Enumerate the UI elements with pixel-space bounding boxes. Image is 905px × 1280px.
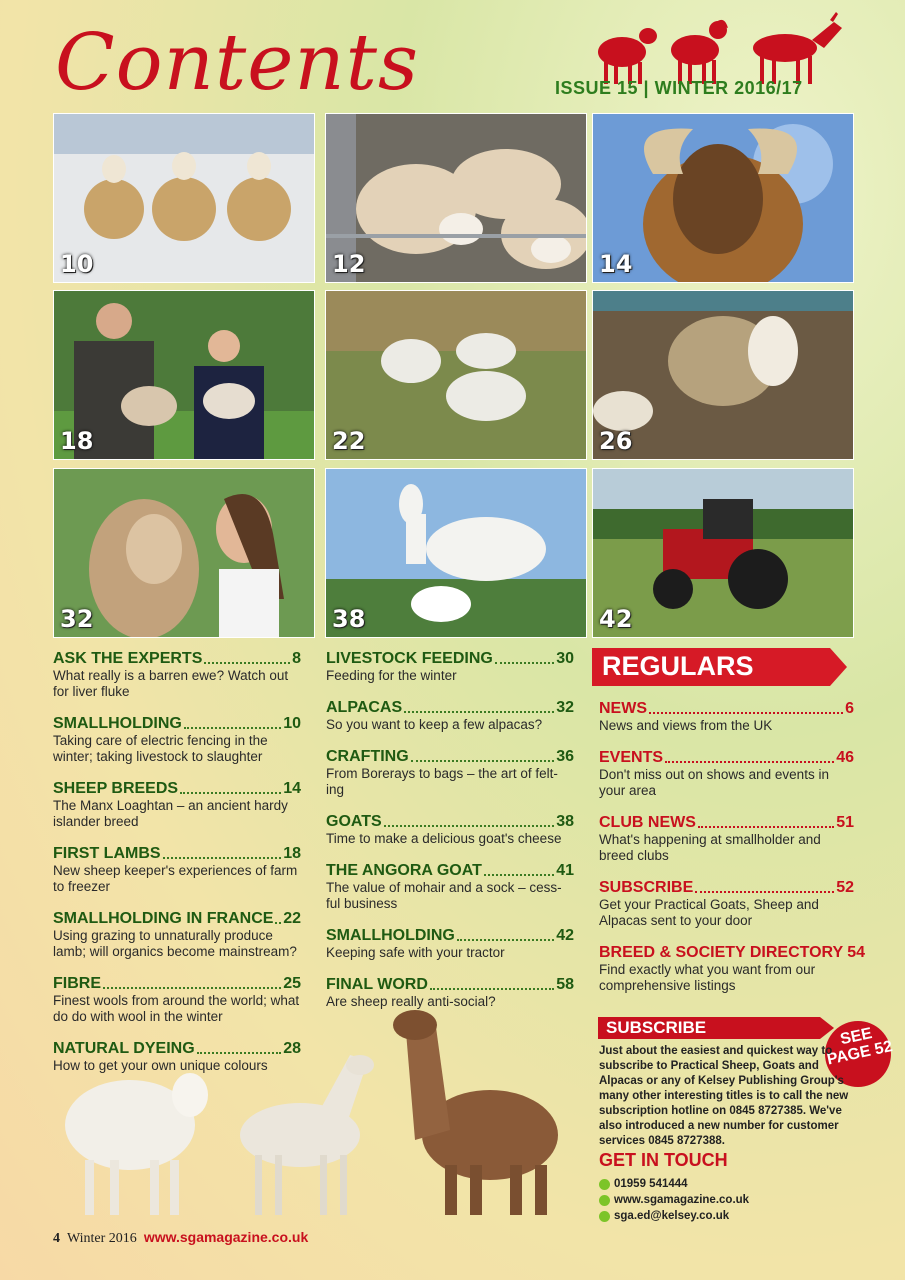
entry-page: 6 (845, 700, 854, 717)
page-number: 12 (332, 250, 366, 278)
entry-title: FINAL WORD (326, 976, 428, 993)
page-number: 32 (60, 605, 94, 633)
toc-entry[interactable] (599, 700, 854, 734)
toc-entry[interactable] (53, 650, 301, 700)
leader-dots (204, 662, 290, 664)
sheep-goat-alpaca-illustration (40, 1000, 580, 1225)
photo-tile[interactable] (325, 113, 587, 283)
photo-tile[interactable] (325, 290, 587, 460)
entry-desc: New sheep keeper's experiences of farm to freezer (53, 863, 298, 894)
entry-title: SMALLHOLDING (53, 715, 182, 732)
photo-tile[interactable] (325, 468, 587, 638)
entry-desc: Don't miss out on shows and events in your area (599, 767, 829, 798)
globe-icon (599, 1195, 610, 1206)
subscribe-heading: SUBSCRIBE (606, 1018, 707, 1037)
entry-title: SMALLHOLDING (326, 927, 455, 944)
toc-entry[interactable] (326, 862, 574, 912)
white-sheep-icon (65, 1073, 208, 1215)
entry-title: SHEEP BREEDS (53, 780, 179, 797)
entry-title: SUBSCRIBE (599, 879, 694, 896)
entry-title: NEWS (599, 700, 647, 717)
toc-entry[interactable] (599, 749, 854, 799)
entry-page: 8 (292, 650, 301, 667)
contact-phone[interactable] (599, 1178, 688, 1190)
subscribe-banner (598, 1017, 834, 1039)
contact-web[interactable] (599, 1194, 749, 1206)
entry-title: FIBRE (53, 975, 101, 992)
website-link: www.sgamagazine.co.uk (614, 1194, 750, 1206)
entry-page: 58 (556, 976, 574, 993)
toc-entry[interactable] (326, 813, 574, 847)
entry-desc: What really is a barren ewe? Watch out for liver fluke (53, 668, 289, 699)
entry-page: 14 (283, 780, 301, 797)
leader-dots (665, 761, 834, 763)
entry-title: ASK THE EXPERTS (53, 650, 203, 667)
leader-dots (411, 760, 555, 762)
page-number: 18 (60, 427, 94, 455)
entry-page: 51 (836, 814, 854, 831)
entry-title: LIVESTOCK FEEDING (326, 650, 493, 667)
toc-entry[interactable] (599, 944, 865, 994)
leader-dots (180, 792, 281, 794)
leader-dots (184, 727, 281, 729)
get-in-touch-heading: GET IN TOUCH (599, 1150, 728, 1170)
regulars-heading: REGULARS (602, 651, 754, 681)
photo-tile[interactable] (592, 113, 854, 283)
white-goat-icon (240, 1055, 374, 1215)
page-number: 22 (332, 427, 366, 455)
entry-page: 25 (283, 975, 301, 992)
entry-title: BREED & SOCIETY DIRECTORY (599, 944, 844, 961)
toc-column-2 (326, 650, 574, 1025)
regulars-banner (592, 648, 847, 686)
page-number: 10 (60, 250, 94, 278)
footer-page-number: 4 (53, 1231, 60, 1246)
entry-title: NATURAL DYEING (53, 1040, 195, 1057)
entry-title: CRAFTING (326, 748, 409, 765)
phone-number: 01959 541444 (614, 1178, 688, 1190)
entry-desc: Keeping safe with your tractor (326, 945, 505, 960)
entry-page: 18 (283, 845, 301, 862)
page-number: 38 (332, 605, 366, 633)
entry-title: CLUB NEWS (599, 814, 696, 831)
photo-tile[interactable] (592, 290, 854, 460)
entry-page: 10 (283, 715, 301, 732)
entry-desc: Finest wools from around the world; what do do with wool in the winter (53, 993, 300, 1024)
entry-desc: From Borerays to bags – the art of felt-ing (326, 766, 558, 797)
entry-desc: So you want to keep a few alpacas? (326, 717, 543, 732)
entry-desc: Time to make a delicious goat's cheese (326, 831, 562, 846)
toc-entry[interactable] (326, 650, 574, 684)
leader-dots (695, 891, 834, 893)
entry-page: 30 (556, 650, 574, 667)
leader-dots (384, 825, 555, 827)
entry-page: 22 (283, 910, 301, 927)
photo-tile[interactable] (53, 468, 315, 638)
entry-title: EVENTS (599, 749, 664, 766)
leader-dots (404, 711, 554, 713)
email-icon (599, 1211, 610, 1222)
page-number: 26 (599, 427, 633, 455)
entry-page: 41 (556, 862, 574, 879)
entry-desc: The value of mohair and a sock – cess-ful business (326, 880, 562, 911)
leader-dots (457, 939, 554, 941)
brown-alpaca-icon (393, 1010, 558, 1215)
photo-tile[interactable] (53, 290, 315, 460)
entry-page: 42 (556, 927, 574, 944)
issue-label: ISSUE 15 | WINTER 2016/17 (555, 78, 803, 98)
entry-title: GOATS (326, 813, 382, 830)
entry-desc: What's happening at smallholder and breed clubs (599, 832, 821, 863)
leader-dots (430, 988, 554, 990)
leader-dots (275, 922, 281, 924)
toc-entry[interactable] (53, 715, 301, 765)
entry-desc: How to get your own unique colours (53, 1058, 268, 1073)
page-number: 42 (599, 605, 633, 633)
entry-page: 36 (556, 748, 574, 765)
footer-issue: Winter 2016 (67, 1231, 137, 1246)
page-footer (53, 1229, 308, 1247)
entry-desc: Taking care of electric fencing in the winter; taking livestock to slaughter (53, 733, 268, 764)
regulars-column (599, 700, 865, 1009)
subscribe-text: Just about the easiest and quickest way to subscribe to Practical Sheep, Goats and Alpacas or any of Kelsey Publishing Group's many other interesting titles is to call the new subscription hotline on 0845 8727385. We've also introduced a new number for customer services 0845 8727388. (599, 1045, 849, 1147)
leader-dots (495, 662, 554, 664)
leader-dots (484, 874, 554, 876)
leader-dots (103, 987, 281, 989)
entry-desc: Using grazing to unnaturally produce lamb; will organics become mainstream? (53, 928, 297, 959)
see-page-label: SEE PAGE 52 (825, 1025, 895, 1069)
entry-desc: Get your Practical Goats, Sheep and Alpacas sent to your door (599, 897, 819, 928)
entry-title: ALPACAS (326, 699, 403, 716)
entry-title: THE ANGORA GOAT (326, 862, 482, 879)
leader-dots (649, 712, 843, 714)
entry-desc: Feeding for the winter (326, 668, 457, 683)
entry-desc: The Manx Loaghtan – an ancient hardy islander breed (53, 798, 288, 829)
photo-tile[interactable] (53, 113, 315, 283)
entry-desc: Find exactly what you want from our comprehensive listings (599, 962, 816, 993)
entry-title: FIRST LAMBS (53, 845, 161, 862)
contact-email[interactable] (599, 1210, 729, 1222)
email-link: sga.ed@kelsey.co.uk (614, 1210, 730, 1222)
entry-desc: Are sheep really anti-social? (326, 994, 496, 1009)
phone-icon (599, 1179, 610, 1190)
toc-entry[interactable] (53, 780, 301, 830)
toc-entry[interactable] (326, 927, 574, 961)
entry-page: 28 (283, 1040, 301, 1057)
toc-entry[interactable] (326, 699, 574, 733)
entry-page: 38 (556, 813, 574, 830)
toc-entry[interactable] (326, 748, 574, 798)
footer-url[interactable]: www.sgamagazine.co.uk (143, 1229, 309, 1245)
entry-page: 52 (836, 879, 854, 896)
toc-entry[interactable] (53, 845, 301, 895)
toc-entry[interactable] (599, 814, 854, 864)
toc-entry[interactable] (599, 879, 854, 929)
entry-page: 54 (847, 944, 865, 961)
page-title: Contents (55, 18, 419, 108)
page-number: 14 (599, 250, 633, 278)
leader-dots (698, 826, 834, 828)
entry-page: 46 (836, 749, 854, 766)
photo-tile[interactable] (592, 468, 854, 638)
entry-desc: News and views from the UK (599, 718, 773, 733)
leader-dots (163, 857, 282, 859)
toc-entry[interactable] (53, 910, 301, 960)
entry-title: SMALLHOLDING IN FRANCE (53, 910, 274, 927)
entry-page: 32 (556, 699, 574, 716)
